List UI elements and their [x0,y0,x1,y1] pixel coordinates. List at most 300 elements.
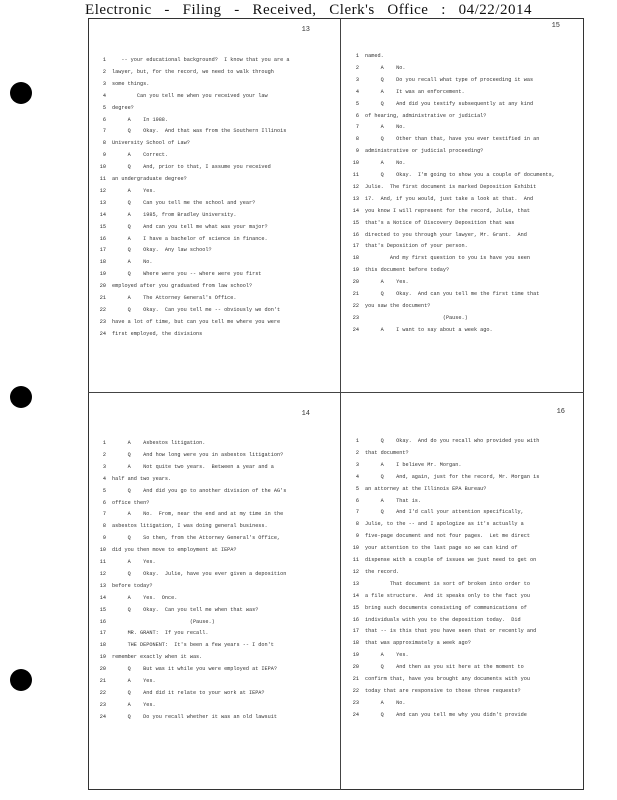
line-number: 2 [102,68,106,75]
transcript-line [345,484,578,496]
line-text: A That is. [365,497,422,504]
line-number: 23 [99,701,106,708]
line-text: A Yes. [112,678,156,684]
transcript-line [92,509,336,521]
line-text: Q But was it while you were employed at IEPA? [112,666,277,673]
line-text: that -- is this that you have seen that or recently and [365,628,537,635]
line-text: A Yes. [365,279,409,286]
transcript-line [92,486,336,498]
line-text: Q And did you testify subsequently at any kind [365,100,534,107]
line-number: 2 [355,64,359,71]
transcript-line [92,593,336,605]
transcript-line [92,138,336,150]
transcript-line [345,218,578,230]
line-number: 7 [355,509,359,516]
transcript-line [92,103,336,115]
transcript-line [345,87,578,99]
transcript-line [92,617,336,629]
line-number: 16 [352,231,359,238]
line-number: 18 [99,642,106,649]
line-text: Can you tell me when you received your law [112,92,268,99]
transcript-page-top-left [92,55,336,347]
line-number: 22 [99,306,106,313]
line-text: A I have a bachelor of science in finance. [112,235,268,242]
line-number: 13 [352,580,359,587]
line-number: 1 [355,438,359,444]
line-number: 15 [352,604,359,611]
transcript-line [345,194,578,206]
transcript-line [345,206,578,218]
line-number: 10 [99,164,106,171]
transcript-line [92,150,336,162]
transcript-line [92,628,336,640]
line-text: A The Attorney General's Office. [112,295,237,301]
transcript-line [345,650,578,662]
line-number: 14 [99,594,106,601]
transcript-line [92,222,336,234]
transcript-line [345,507,578,519]
transcript-line [92,234,336,246]
line-text: directed to you through your lawyer, Mr. Grant. And [365,231,527,238]
line-text: that document? [365,449,409,456]
line-number: 21 [352,676,359,682]
line-number: 15 [352,219,359,226]
line-number: 7 [102,511,106,518]
transcript-line [92,198,336,210]
transcript-line [92,210,336,222]
line-text: Julie, to the -- and I apologize as it's actually a [365,521,524,528]
line-text: that's Deposition of your person. [365,243,468,250]
punch-hole-middle [10,386,32,408]
line-text: (Pause.) [112,618,215,625]
line-number: 23 [99,318,106,325]
line-number: 8 [102,140,106,147]
page-number-bottom-left: 14 [301,410,310,418]
transcript-line [345,111,578,123]
transcript-line [92,257,336,269]
line-number: 7 [102,128,106,135]
line-number: 13 [352,195,359,202]
transcript-line [92,269,336,281]
line-text: asbestos litigation, I was doing general business. [112,523,268,530]
line-text: A Yes. Once. [112,594,178,601]
line-text: of hearing, administrative or judicial? [365,112,487,119]
line-text: this document before today? [365,267,450,274]
line-text: today that are responsive to those three requests? [365,687,521,694]
transcript-line [92,474,336,486]
line-number: 21 [99,295,106,301]
line-text: that's a Notice of Discovery Deposition that was [365,219,515,226]
line-text: Q Do you recall whether it was an old lawsuit [112,713,277,720]
transcript-line [345,460,578,472]
line-number: 14 [352,592,359,599]
line-number: 19 [352,652,359,659]
line-text: A Yes. [365,652,409,659]
transcript-line [92,438,336,450]
transcript-line [92,664,336,676]
line-text: Q And can you tell me why you didn't provide [365,711,527,718]
line-number: 5 [102,487,106,494]
line-number: 6 [102,116,106,123]
line-number: 15 [99,606,106,613]
line-text: Q And, prior to that, I assume you received [112,164,271,171]
line-number: 1 [102,440,106,446]
line-number: 8 [355,521,359,528]
transcript-line [345,63,578,75]
transcript-line [345,301,578,313]
transcript-line [92,676,336,688]
line-number: 4 [355,473,359,480]
line-number: 24 [352,326,359,333]
line-text: your attention to the last page so we can kind of [365,545,518,552]
transcript-line [345,99,578,111]
punch-hole-top [10,82,32,104]
transcript-line [92,640,336,652]
line-text: 17. And, if you would, just take a look at that. And [365,195,534,202]
transcript-line [345,591,578,603]
line-number: 20 [352,664,359,671]
line-number: 9 [102,535,106,542]
line-number: 18 [99,259,106,266]
line-number: 22 [352,302,359,309]
line-text: Q Okay. And can you tell me the first time that [365,291,540,297]
transcript-line [345,325,578,337]
line-number: 12 [352,568,359,575]
transcript-line [345,543,578,555]
line-text: the record. [365,568,400,575]
line-number: 24 [352,711,359,718]
filing-stamp-header: Electronic - Filing - Received, Clerk's Office : 04/22/2014 [85,2,532,18]
transcript-line [92,281,336,293]
line-text: bring such documents consisting of communications of [365,604,527,611]
line-number: 6 [355,497,359,504]
line-text: Q And then as you sit here at the moment to [365,664,524,671]
line-text: A I believe Mr. Morgan. [365,461,462,468]
line-text: Q Okay. I'm going to show you a couple of documents, [365,172,555,178]
line-text: administrative or judicial proceeding? [365,148,484,155]
line-number: 20 [99,666,106,673]
line-number: 20 [99,283,106,290]
line-text: an attorney at the Illinois EPA Bureau? [365,485,487,492]
transcript-line [345,674,578,686]
line-number: 3 [102,463,106,470]
transcript-line [345,698,578,710]
transcript-line [345,313,578,325]
transcript-line [92,55,336,67]
line-number: 11 [99,176,106,182]
line-number: 10 [99,547,106,554]
line-number: 6 [355,112,359,119]
line-text: A In 1988. [112,116,169,123]
line-text: Q Can you tell me the school and year? [112,199,256,206]
transcript-line [92,91,336,103]
line-text: Q Okay. Can you tell me when that was? [112,606,259,613]
line-text: Q Where were you -- where were you first [112,271,262,278]
line-number: 11 [99,559,106,565]
line-number: 1 [102,57,106,63]
line-number: 12 [99,187,106,194]
transcript-line [92,79,336,91]
line-number: 18 [352,255,359,262]
line-text: Q Okay. Can you tell me -- obviously we don't [112,306,281,313]
line-number: 21 [352,291,359,297]
transcript-line [92,317,336,329]
line-number: 6 [102,499,106,506]
line-number: 17 [352,628,359,635]
transcript-line [92,569,336,581]
page-divider-horizontal [88,392,584,393]
line-number: 22 [352,687,359,694]
line-number: 2 [102,451,106,458]
line-number: 13 [99,199,106,206]
transcript-line [345,122,578,134]
page-divider-vertical [340,18,341,790]
transcript-line [92,557,336,569]
transcript-line [92,652,336,664]
line-number: 10 [352,160,359,167]
line-number: 8 [102,523,106,530]
line-number: 1 [355,53,359,59]
transcript-line [345,75,578,87]
line-number: 9 [355,533,359,540]
line-text: that was approximately a week ago? [365,640,471,647]
transcript-page-bottom-right [345,436,578,728]
transcript-line [345,662,578,674]
line-number: 18 [352,640,359,647]
line-text: some things. [112,80,150,87]
transcript-line [92,462,336,474]
line-number: 9 [102,152,106,159]
line-number: 10 [352,545,359,552]
transcript-line [92,174,336,186]
line-number: 24 [99,713,106,720]
line-text: A I want to say about a week ago. [365,326,493,333]
line-text: A Correct. [112,152,169,159]
line-text: A Asbestos litigation. [112,440,206,446]
line-text: five-page document and not four pages. Let me direct [365,533,530,540]
transcript-line [92,329,336,341]
line-number: 5 [355,485,359,492]
line-text: A No. [365,699,406,706]
line-text: Q And, again, just for the record, Mr. Morgan is [365,473,540,480]
transcript-line [345,277,578,289]
transcript-line [345,289,578,301]
transcript-line [345,51,578,63]
line-text: Q Other than that, have you ever testified in an [365,136,540,143]
transcript-line [345,519,578,531]
line-number: 21 [99,678,106,684]
line-text: did you then move to employment at IEPA? [112,547,237,554]
transcript-line [345,686,578,698]
line-text: a file structure. And it speaks only to the fact you [365,592,530,599]
line-text: (Pause.) [365,314,468,321]
line-text: A Not quite two years. Between a year and a [112,463,274,470]
line-text: have a lot of time, but can you tell me where you were [112,318,281,325]
line-text: Q And can you tell me what was your major? [112,223,268,230]
line-text: Q And how long were you in asbestos litigation? [112,451,284,458]
line-number: 19 [352,267,359,274]
line-number: 8 [355,136,359,143]
line-text: half and two years. [112,475,172,482]
line-text: Q Do you recall what type of proceeding it was [365,76,534,83]
line-text: you saw the document? [365,302,431,309]
line-number: 3 [355,76,359,83]
line-number: 3 [102,80,106,87]
line-number: 5 [355,100,359,107]
line-number: 17 [99,247,106,254]
transcript-line [92,305,336,317]
transcript-line [92,162,336,174]
line-number: 23 [352,699,359,706]
transcript-line [92,700,336,712]
line-text: A Yes. [112,187,156,194]
transcript-line [92,498,336,510]
transcript-line [345,241,578,253]
line-text: THE DEPONENT: It's been a few years -- I don't [112,642,274,649]
line-number: 14 [352,207,359,214]
line-number: 19 [99,271,106,278]
line-number: 11 [352,172,359,178]
transcript-line [345,579,578,591]
transcript-line [92,186,336,198]
transcript-line [345,170,578,182]
line-number: 16 [99,618,106,625]
line-text: degree? [112,104,134,111]
line-text: Q And did you go to another division of the AG's [112,487,287,494]
line-text: dispense with a couple of issues we just need to get on [365,557,537,563]
line-number: 14 [99,211,106,218]
transcript-line [92,533,336,545]
transcript-line [92,245,336,257]
transcript-line [92,581,336,593]
line-text: Q Okay. And do you recall who provided you with [365,438,540,444]
transcript-page-top-right [345,51,578,343]
line-number: 19 [99,654,106,661]
line-text: Q So then, from the Attorney General's Office, [112,535,281,542]
line-text: remember exactly when it was. [112,654,203,661]
line-number: 13 [99,582,106,589]
transcript-line [345,146,578,158]
line-number: 23 [352,314,359,321]
line-number: 17 [352,243,359,250]
transcript-line [92,67,336,79]
transcript-line [345,134,578,146]
transcript-line [345,638,578,650]
transcript-line [92,712,336,724]
line-text: before today? [112,582,153,589]
transcript-line [345,603,578,615]
line-number: 3 [355,461,359,468]
line-text: A Yes. [112,559,156,565]
transcript-line [345,472,578,484]
line-number: 24 [99,330,106,337]
line-number: 7 [355,124,359,131]
line-number: 9 [355,148,359,155]
transcript-line [92,126,336,138]
line-text: confirm that, have you brought any documents with you [365,676,530,682]
line-text: an undergraduate degree? [112,176,187,182]
line-text: you know I will represent for the record, Julie, that [365,207,530,214]
transcript-line [345,626,578,638]
line-text: Q Okay. Julie, have you ever given a deposition [112,570,287,577]
line-text: A Yes. [112,701,156,708]
transcript-line [345,531,578,543]
line-text: employed after you graduated from law school? [112,283,253,290]
line-number: 22 [99,689,106,696]
line-text: Q And I'd call your attention specifically, [365,509,524,516]
page-number-bottom-right: 16 [556,408,565,416]
line-number: 16 [99,235,106,242]
transcript-line [345,567,578,579]
line-text: A 1985, from Bradley University. [112,211,237,218]
transcript-line [345,615,578,627]
line-text: A No. [112,259,153,266]
line-text: A No. [365,64,406,71]
transcript-line [92,688,336,700]
transcript-line [345,265,578,277]
line-number: 4 [355,88,359,95]
transcript-line [345,448,578,460]
line-number: 4 [102,92,106,99]
transcript-line [92,545,336,557]
page-number-top-right: 15 [551,22,560,30]
transcript-line [345,158,578,170]
page-number-top-left: 13 [301,26,310,34]
line-text: individuals with you to the deposition today. Did [365,616,521,623]
transcript-line [92,605,336,617]
line-text: A No. [365,124,406,131]
line-text: MR. GRANT: If you recall. [112,630,209,637]
transcript-line [92,115,336,127]
line-number: 20 [352,279,359,286]
transcript-line [345,496,578,508]
transcript-line [92,521,336,533]
transcript-page-bottom-left [92,438,336,730]
line-number: 4 [102,475,106,482]
line-text: University School of Law? [112,140,190,147]
line-text: lawyer, but, for the record, we need to walk through [112,68,274,75]
line-text: That document is sort of broken into order to [365,580,530,587]
transcript-line [92,293,336,305]
line-text: A No. [365,160,406,167]
line-text: Q Okay. Any law school? [112,247,212,254]
transcript-line [345,253,578,265]
line-text: Q And did it relate to your work at IEPA? [112,689,265,696]
line-text: Julie. The first document is marked Deposition Exhibit [365,183,537,190]
line-text: named. [365,53,384,59]
transcript-line [345,710,578,722]
line-text: A No. From, near the end and at my time in the [112,511,284,518]
line-number: 17 [99,630,106,637]
transcript-line [345,230,578,242]
line-text: Q Okay. And that was from the Southern Illinois [112,128,287,135]
transcript-line [92,450,336,462]
line-text: A It was an enforcement. [365,88,465,95]
transcript-line [345,555,578,567]
transcript-line [345,182,578,194]
line-number: 12 [99,570,106,577]
punch-hole-bottom [10,669,32,691]
line-text: And my first question to you is have you seen [365,255,530,262]
line-number: 16 [352,616,359,623]
line-number: 11 [352,557,359,563]
line-text: first employed, the divisions [112,330,203,337]
line-number: 5 [102,104,106,111]
line-number: 12 [352,183,359,190]
transcript-line [345,436,578,448]
line-number: 15 [99,223,106,230]
line-text: -- your educational background? I know that you are a [112,57,290,63]
